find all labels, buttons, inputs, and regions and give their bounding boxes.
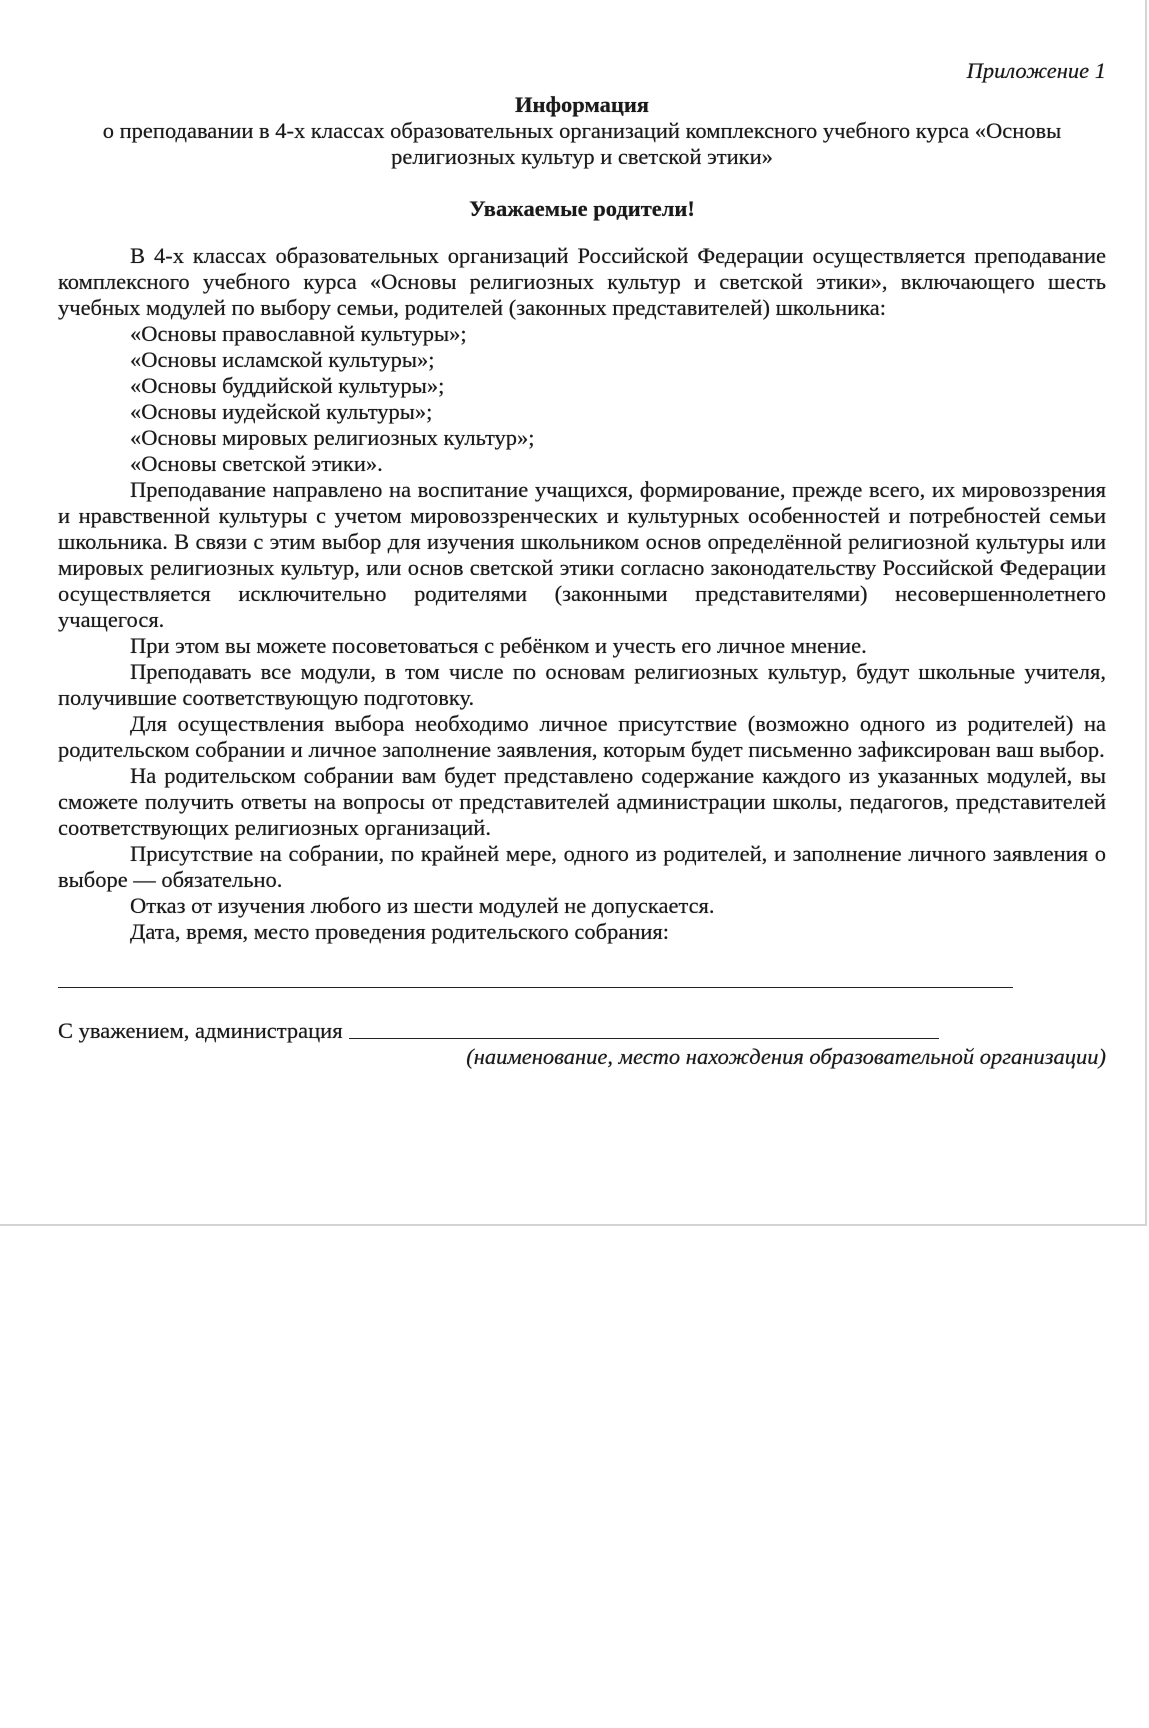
paragraph-teachers: Преподавать все модули, в том числе по основам религиозных культур, будут школьные учителя, получившие соответствующую подготовку. xyxy=(58,659,1106,710)
paragraph-refusal: Отказ от изучения любого из шести модулей не допускается. xyxy=(130,893,715,918)
meeting-details-blank-line xyxy=(58,987,1013,988)
signature-row xyxy=(58,1018,1106,1044)
module-item: «Основы исламской культуры»; xyxy=(130,347,435,372)
paragraph-meeting: На родительском собрании вам будет представлено содержание каждого из указанных модулей, вы сможете получить ответы на вопросы от представителей администрации школы, педагогов, представителей соответствующих религиозных организаций. xyxy=(58,763,1106,840)
greeting: Уважаемые родители! xyxy=(469,196,695,221)
document-subtitle: о преподавании в 4-х классах образовательных организаций комплексного учебного курса «Основы религиозных культур и светской этики» xyxy=(102,118,1062,169)
modules-list xyxy=(58,321,1106,477)
document-title: Информация xyxy=(515,92,649,117)
paragraph-mandatory: Присутствие на собрании, по крайней мере, одного из родителей, и заполнение личного заявления о выборе — обязательно. xyxy=(58,841,1106,892)
intro-paragraph: В 4-х классах образовательных организаций Российской Федерации осуществляется преподавание комплексного учебного курса «Основы религиозных культур и светской этики», включающего шесть учебных модулей по выбору семьи, родителей (законных представителей) школьника: xyxy=(58,243,1106,320)
signature-note: (наименование, место нахождения образовательной организации) xyxy=(466,1044,1106,1069)
signature-label: С уважением, администрация xyxy=(58,1018,343,1043)
document-body xyxy=(58,58,1106,1070)
paragraph-consult: При этом вы можете посоветоваться с ребёнком и учесть его личное мнение. xyxy=(130,633,867,658)
paragraph-presence: Для осуществления выбора необходимо личное присутствие (возможно одного из родителей) на родительском собрании и личное заполнение заявления, которым будет письменно зафиксирован ваш выбор. xyxy=(58,711,1106,762)
signature-blank-line xyxy=(349,1038,939,1039)
module-item: «Основы буддийской культуры»; xyxy=(130,373,445,398)
module-item: «Основы светской этики». xyxy=(130,451,383,476)
module-item: «Основы мировых религиозных культур»; xyxy=(130,425,535,450)
appendix-label: Приложение 1 xyxy=(966,58,1106,83)
paragraph-meeting-details: Дата, время, место проведения родительского собрания: xyxy=(130,919,670,944)
module-item: «Основы православной культуры»; xyxy=(130,321,467,346)
module-item: «Основы иудейской культуры»; xyxy=(130,399,433,424)
paragraph-choice: Преподавание направлено на воспитание учащихся, формирование, прежде всего, их мировоззрения и нравственной культуры с учетом мировоззренческих и культурных особенностей и потребностей семьи школьника. В связи с этим выбор для изучения школьником основ определённой религиозной культуры или мировых религиозных культур, или основ светской этики согласно законодательству Российской Федерации осуществляется исключительно родителями (законными представителями) несовершеннолетнего учащегося. xyxy=(58,477,1106,632)
